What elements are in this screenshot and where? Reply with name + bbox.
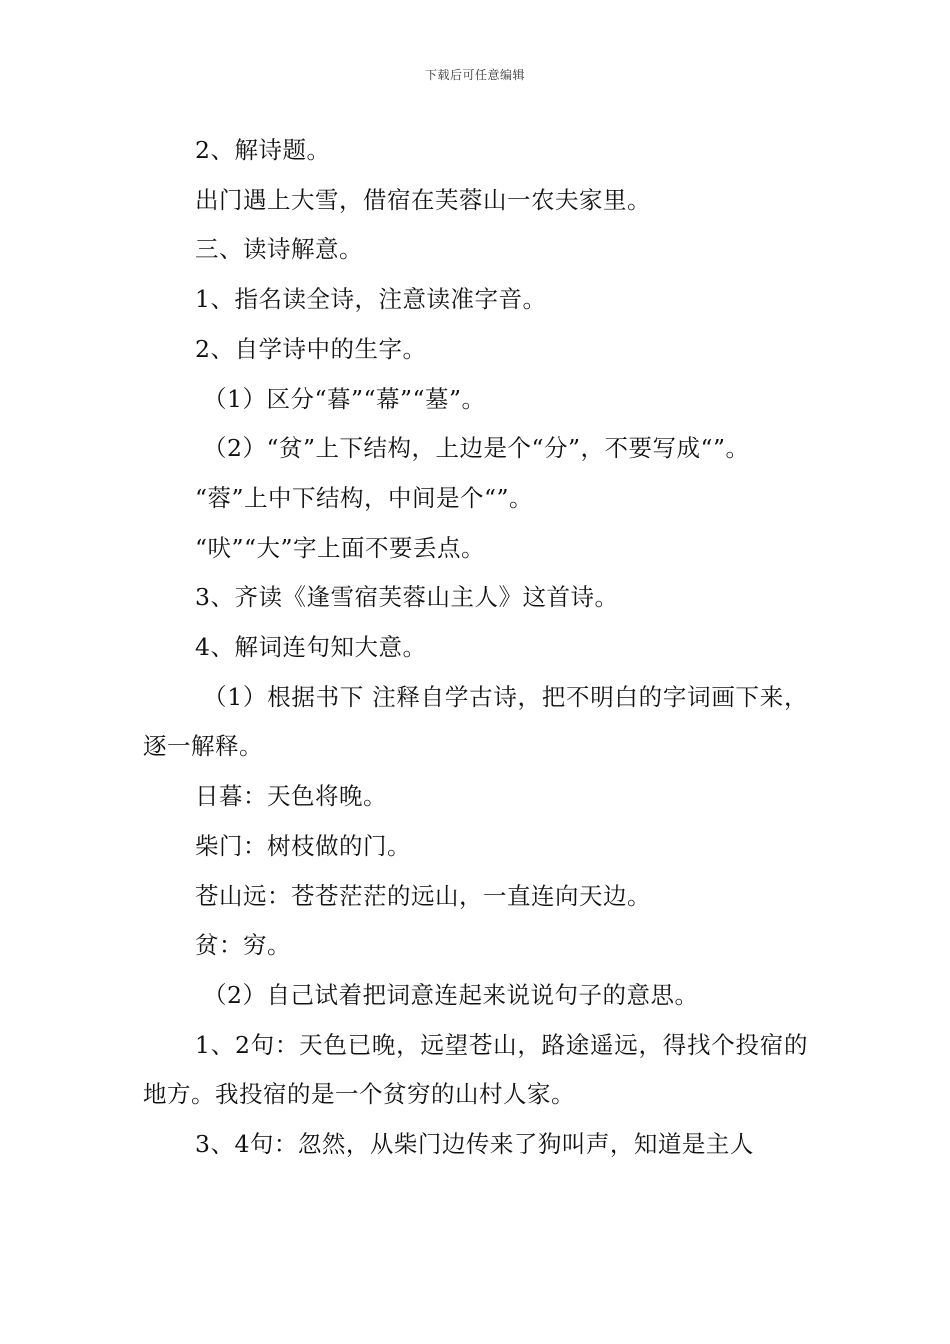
paragraph: 2、解诗题。: [195, 136, 331, 164]
paragraph: （2）自己试着把词意连起来说说句子的意思。: [203, 980, 699, 1009]
paragraph: 出门遇上大雪，借宿在芙蓉山一农夫家里。: [195, 185, 651, 214]
definition-item: 日暮：天色将晚。: [195, 782, 387, 811]
section-heading: 三、读诗解意。: [195, 235, 363, 264]
definition-item: 苍山远：苍苍茫茫的远山，一直连向天边。: [195, 881, 651, 910]
paragraph: （2）“贫”上下结构，上边是个“分”，不要写成“”。: [203, 434, 750, 463]
paragraph: 1、2句：天色已晚，远望苍山，路途遥远，得找个投宿的地方。我投宿的是一个贫穷的山村人家。: [143, 1030, 808, 1109]
paragraph: 1、指名读全诗，注意读准字音。: [195, 285, 547, 314]
paragraph: “蓉”上中下结构，中间是个“”。: [195, 483, 534, 512]
paragraph: 4、解词连句知大意。: [195, 633, 427, 662]
paragraph: （1）区分“暮”“幕”“墓”。: [203, 384, 486, 413]
paragraph: 3、齐读《逢雪宿芙蓉山主人》这首诗。: [195, 583, 619, 612]
paragraph: 2、自学诗中的生字。: [195, 334, 427, 363]
paragraph: 3、4句：忽然，从柴门边传来了狗叫声，知道是主人: [195, 1130, 754, 1159]
page-header: 下载后可任意编辑: [424, 68, 525, 82]
document-body: [143, 126, 808, 1170]
paragraph: （1）根据书下 注释自学古诗，把不明白的字词画下来，逐一解释。: [143, 682, 808, 761]
definition-item: 柴门：树枝做的门。: [195, 831, 411, 860]
definition-item: 贫：穷。: [195, 931, 291, 960]
paragraph: “吠”“大”字上面不要丢点。: [195, 533, 486, 562]
